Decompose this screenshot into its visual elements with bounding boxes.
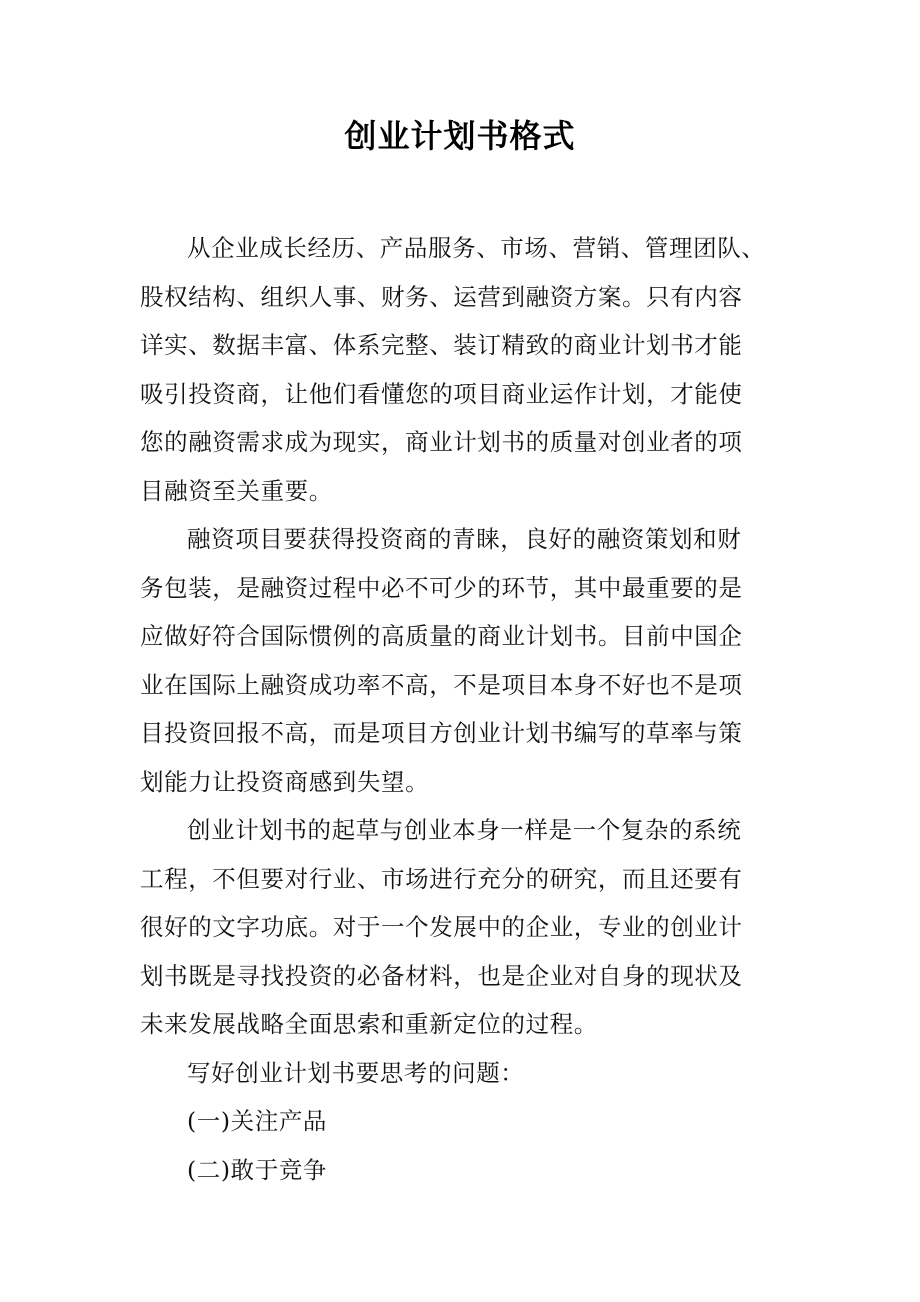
paragraph-3 (140, 806, 766, 1049)
text-line: 工程，不但要对行业、市场进行充分的研究，而且还要有 (140, 864, 743, 893)
text-line: 划能力让投资商感到失望。 (140, 767, 430, 796)
text-line: 详实、数据丰富、体系完整、装订精致的商业计划书才能 (140, 331, 743, 359)
text-line: 股权结构、组织人事、财务、运营到融资方案。只有内容 (140, 282, 743, 311)
document-title: 创业计划书格式 (344, 117, 576, 155)
text-line: 业在国际上融资成功率不高，不是项目本身不好也不是项 (140, 670, 743, 699)
text-line: 写好创业计划书要思考的问题： (187, 1058, 525, 1087)
text-line: 应做好符合国际惯例的高质量的商业计划书。目前中国企 (140, 622, 743, 650)
text-line: 您的融资需求成为现实，商业计划书的质量对创业者的项 (140, 428, 743, 456)
text-line: 融资项目要获得投资商的青睐，良好的融资策划和财 (187, 525, 742, 553)
text-line: 从企业成长经历、产品服务、市场、营销、管理团队、 (187, 234, 766, 262)
list-item-1: (一)关注产品 (187, 1107, 328, 1135)
text-line: 划书既是寻找投资的必备材料，也是企业对自身的现状及 (140, 961, 743, 990)
text-line: 未来发展战略全面思索和重新定位的过程。 (140, 1010, 598, 1038)
text-line: 吸引投资商，让他们看懂您的项目商业运作计划，才能使 (140, 379, 743, 408)
document-body (140, 224, 766, 1194)
text-line: 目投资回报不高，而是项目方创业计划书编写的草率与策 (140, 719, 743, 747)
paragraph-1 (140, 224, 766, 515)
text-line: 目融资至关重要。 (140, 476, 333, 505)
text-line: 很好的文字功底。对于一个发展中的企业，专业的创业计 (140, 913, 743, 941)
text-line: 创业计划书的起草与创业本身一样是一个复杂的系统 (187, 816, 742, 844)
list-item-2: (二)敢于竞争 (187, 1155, 328, 1184)
text-line: 务包装，是融资过程中必不可少的环节，其中最重要的是 (140, 573, 743, 602)
paragraph-2 (140, 515, 766, 806)
paragraph-4 (140, 1049, 766, 1098)
